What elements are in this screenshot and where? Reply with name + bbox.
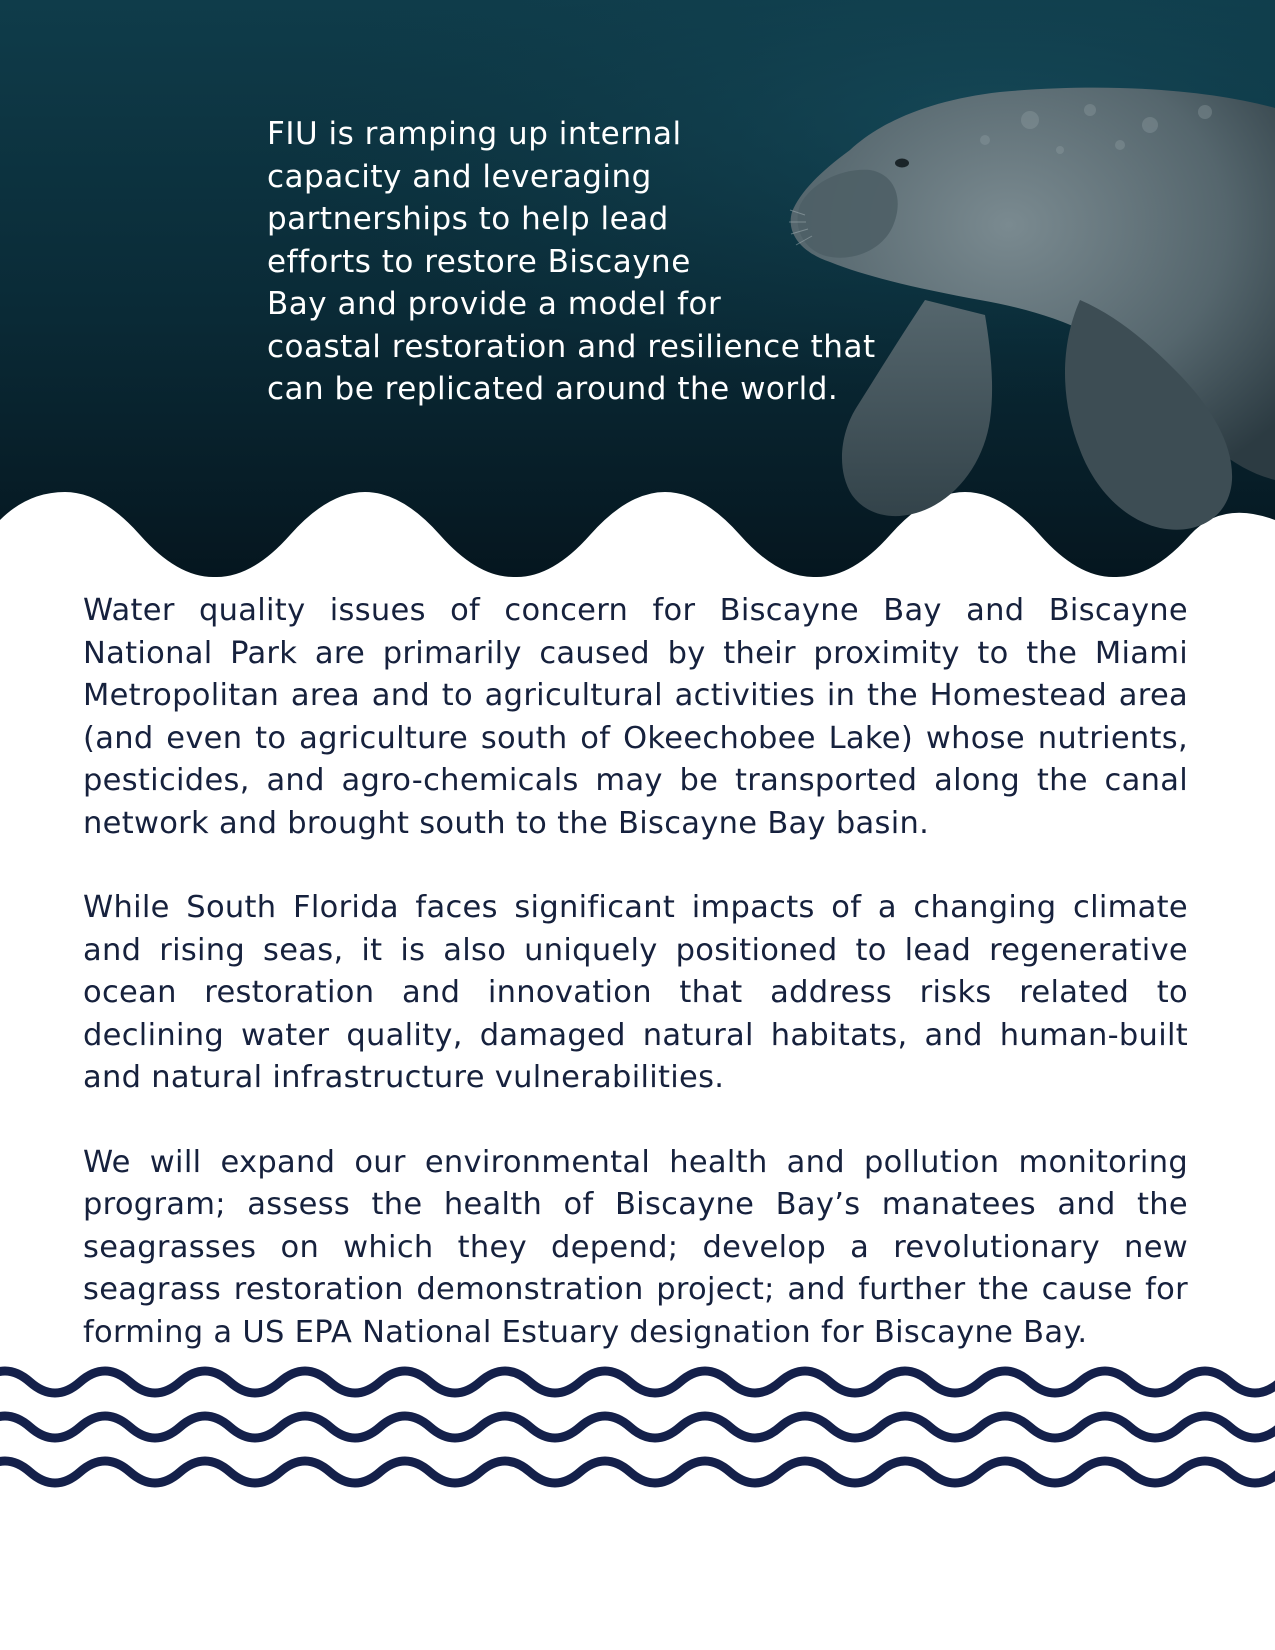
- body-text: [83, 590, 1188, 1396]
- paragraph-expansion-plans: We will expand our environmental health and pollution monitoring program; assess the health of Biscayne Bay’s manatees and the seagrasses on which they depend; develop a revolutionary new seagrass restoration demonstration project; and further the cause for forming a US EPA National Estuary designation for Biscayne Bay.: [83, 1144, 1188, 1350]
- wave-line-1: [0, 1371, 1275, 1393]
- paragraph-south-florida: While South Florida faces significant impacts of a changing climate and rising seas, it is also uniquely positioned to lead regenerative ocean restoration and innovation that address risks related to declining water quality, damaged natural habitats, and human-built and natural infrastructure vulnerabilities.: [83, 890, 1188, 1095]
- paragraph-water-quality: Water quality issues of concern for Biscayne Bay and Biscayne National Park are primarily caused by their proximity to the Miami Metropolitan area and to agricultural activities in the Homestead area (and even to agriculture south of Okeechobee Lake) whose nutrients, pesticides, and agro-chemicals may be transported along the canal network and brought south to the Biscayne Bay basin.: [83, 593, 1188, 841]
- hero-section: [0, 0, 1275, 585]
- wave-line-2: [0, 1416, 1275, 1438]
- wave-line-3: [0, 1461, 1275, 1483]
- hero-quote: FIU is ramping up internal capacity and leveraging partnerships to help lead efforts to restore Biscayne Bay and provide a model for coastal restoration and resilience that can be replicated around the world.: [267, 116, 876, 407]
- wave-decoration: [0, 1360, 1275, 1510]
